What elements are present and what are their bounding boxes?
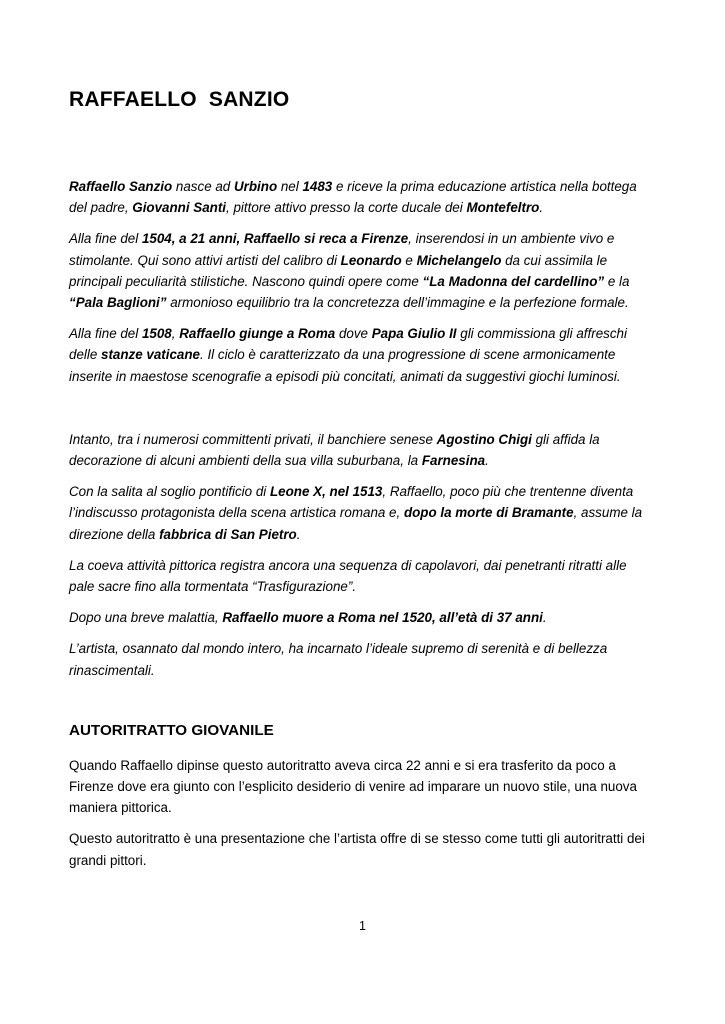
emphasis-text: Leonardo bbox=[340, 252, 402, 268]
emphasis-text: Agostino Chigi bbox=[436, 431, 532, 447]
text-run: , Raffaello, poco più che trentenne diventa l’indiscusso protagonista della scena artistica romana e, bbox=[69, 484, 634, 521]
emphasis-text: Raffaello Sanzio bbox=[69, 179, 173, 194]
emphasis-text: Papa Giulio II bbox=[371, 326, 457, 342]
emphasis-text: Montefeltro bbox=[466, 200, 540, 216]
text-run: Intanto, tra i numerosi committenti privati, il banchiere senese bbox=[69, 431, 437, 447]
text-run: . bbox=[542, 610, 547, 626]
text-run: , inserendosi in un ambiente vivo e stimolante. Qui sono attivi artisti del calibro di bbox=[69, 231, 615, 268]
text-run: e riceve la prima educazione artistica nella bottega del padre, bbox=[69, 179, 637, 216]
emphasis-text: “La Madonna del cardellino” bbox=[422, 273, 605, 289]
document-title: RAFFAELLO SANZIO bbox=[69, 88, 290, 111]
paragraph-chigi bbox=[69, 429, 653, 471]
text-run: armonioso equilibrio tra la concretezza dell’immagine e la perfezione formale. bbox=[166, 295, 629, 311]
text-run: . bbox=[296, 526, 301, 542]
emphasis-text: “Pala Baglioni” bbox=[69, 295, 167, 311]
text-run: e la bbox=[604, 273, 630, 289]
emphasis-text: Leone X, nel 1513 bbox=[269, 484, 383, 500]
emphasis-text: Raffaello giunge a Roma bbox=[179, 326, 336, 342]
document-body bbox=[69, 176, 653, 881]
text-run: Con la salita al soglio pontificio di bbox=[69, 484, 270, 500]
text-run: Alla fine del bbox=[69, 326, 142, 342]
text-run: . Il ciclo è caratterizzato da una progressione di scene armonicamente inserite in maestose scenografie a episodi più concitati, animati da suggestivi giochi luminosi. bbox=[69, 347, 621, 384]
section-paragraph: Quando Raffaello dipinse questo autoritratto aveva circa 22 anni e si era trasferito da poco a Firenze dove era giunto con l’esplicito desiderio di venire ad imparare un nuovo stile, una nuova maniera pittorica. bbox=[69, 757, 637, 816]
emphasis-text: 1504, a 21 anni, Raffaello si reca a Firenze bbox=[141, 231, 409, 247]
emphasis-text: Raffaello muore a Roma nel 1520, all’età di 37 anni bbox=[222, 610, 543, 626]
paragraph-rome bbox=[69, 323, 653, 387]
spacer bbox=[69, 397, 653, 429]
text-run: gli affida la decorazione di alcuni ambienti della sua villa suburbana, la bbox=[69, 431, 600, 469]
paragraph-leone-x bbox=[69, 481, 653, 545]
text-run: . bbox=[485, 453, 489, 469]
text-run: La coeva attività pittorica registra ancora una sequenza di capolavori, dai penetranti ritratti alle pale sacre fino alla tormentata “Trasfigurazione”. bbox=[69, 557, 627, 595]
emphasis-text: fabbrica di San Pietro bbox=[159, 526, 297, 542]
page-number: 1 bbox=[359, 919, 366, 933]
section-paragraph: Questo autoritratto è una presentazione che l’artista offre di se stesso come tutti gli autoritratti dei grandi pittori. bbox=[69, 831, 645, 868]
text-run: nel bbox=[277, 179, 303, 194]
text-run: dove bbox=[335, 326, 372, 342]
emphasis-text: Giovanni Santi bbox=[132, 200, 227, 216]
paragraph-death bbox=[69, 607, 653, 628]
text-run: , assume la direzione della bbox=[69, 505, 643, 542]
text-run: gli commissiona gli affreschi delle bbox=[69, 326, 627, 363]
text-run: , pittore attivo presso la corte ducale dei bbox=[226, 200, 467, 216]
emphasis-text: 1483 bbox=[302, 179, 333, 194]
text-run: Dopo una breve malattia, bbox=[69, 610, 223, 626]
paragraph-masterpieces bbox=[69, 555, 653, 597]
text-run: , bbox=[171, 326, 180, 342]
emphasis-text: Michelangelo bbox=[416, 252, 502, 268]
emphasis-text: dopo la morte di Bramante bbox=[403, 505, 574, 521]
text-run: . bbox=[539, 200, 544, 216]
emphasis-text: Urbino bbox=[233, 179, 278, 194]
emphasis-text: stanze vaticane bbox=[101, 347, 201, 363]
text-run: L’artista, osannato dal mondo intero, ha incarnato l’ideale supremo di serenità e di bellezza rinascimentali. bbox=[69, 641, 608, 678]
text-run: nasce ad bbox=[172, 179, 234, 194]
text-run: da cui assimila le principali peculiarità stilistiche. Nascono quindi opere come bbox=[69, 252, 608, 289]
paragraph-florence bbox=[69, 228, 653, 313]
paragraph-legacy bbox=[69, 638, 653, 680]
emphasis-text: 1508 bbox=[141, 326, 172, 342]
emphasis-text: Farnesina bbox=[421, 453, 486, 469]
text-run: e bbox=[401, 252, 417, 268]
section-heading: AUTORITRATTO GIOVANILE bbox=[69, 721, 274, 739]
text-run: Alla fine del bbox=[69, 231, 142, 247]
paragraph-birth bbox=[69, 176, 653, 218]
spacer bbox=[69, 691, 653, 721]
